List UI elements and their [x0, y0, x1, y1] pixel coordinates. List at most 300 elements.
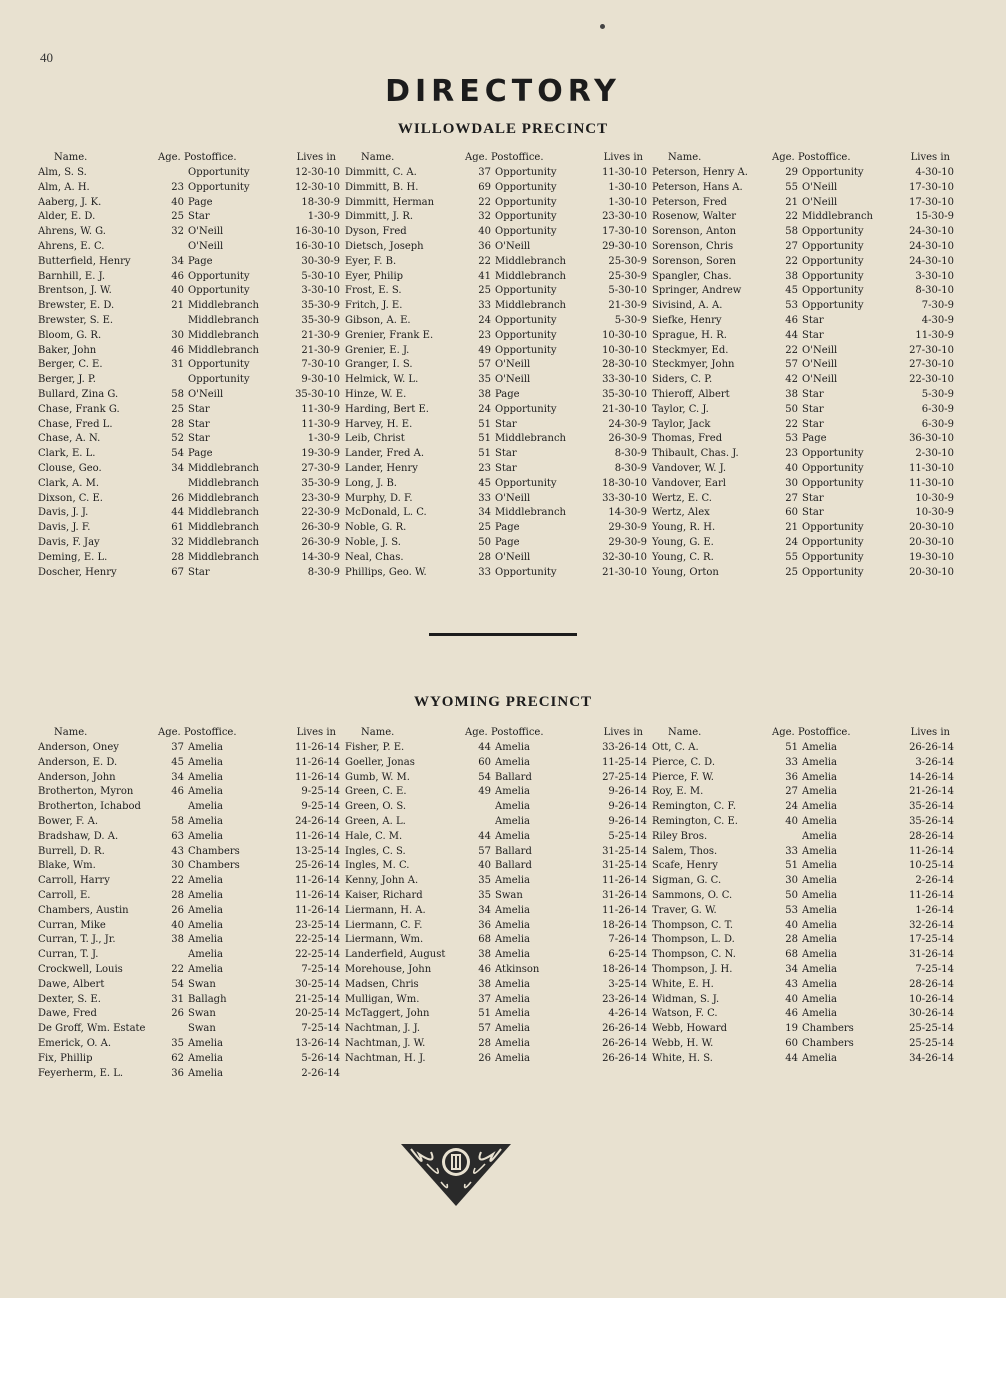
entry-postoffice: Ballagh — [188, 993, 227, 1005]
column-header — [652, 725, 954, 741]
entry-lives-in: 24-26-14 — [295, 815, 340, 827]
entry-lives-in: 35-30-9 — [301, 477, 340, 489]
directory-entry — [38, 284, 340, 299]
directory-entry — [38, 551, 340, 566]
entry-age — [152, 800, 188, 815]
entry-age: 23 — [478, 329, 491, 341]
entry-lives-in: 10-30-10 — [602, 329, 647, 341]
entry-postoffice: Amelia — [802, 875, 837, 887]
column-header — [345, 150, 647, 166]
entry-lives-in: 9-25-14 — [301, 801, 340, 813]
entry-name: Hale, C. M. — [345, 830, 403, 842]
entry-age: 40 — [478, 226, 491, 238]
entry-postoffice: Amelia — [802, 786, 837, 798]
entry-age: 51 — [478, 433, 491, 445]
entry-postoffice: Amelia — [188, 815, 223, 827]
entry-lives-in: 9-30-10 — [301, 374, 340, 386]
entry-name: Brewster, E. D. — [38, 300, 115, 312]
entry-name: Granger, I. S. — [345, 359, 413, 371]
entry-age: 40 — [785, 815, 798, 827]
entry-postoffice: Amelia — [802, 771, 837, 783]
entry-postoffice: Opportunity — [495, 477, 557, 489]
entry-postoffice: Opportunity — [802, 240, 864, 252]
entry-age: 36 — [171, 1067, 184, 1079]
entry-age: 46 — [171, 344, 184, 356]
entry-lives-in: 24-30-9 — [608, 418, 647, 430]
directory-entry — [652, 536, 954, 551]
entry-name: Dimmitt, Herman — [345, 196, 435, 208]
directory-entry — [38, 785, 340, 800]
entry-age: 35 — [478, 374, 491, 386]
directory-entry — [38, 1052, 340, 1067]
entry-age: 45 — [785, 285, 798, 297]
entry-lives-in: 26-26-14 — [909, 742, 954, 753]
entry-age: 44 — [785, 1052, 798, 1064]
entry-lives-in: 24-30-10 — [909, 240, 954, 252]
entry-lives-in: 12-30-10 — [295, 181, 340, 193]
entry-name: Berger, J. P. — [38, 374, 96, 386]
entry-name: Thieroff, Albert — [652, 388, 730, 400]
entry-age: 50 — [785, 403, 798, 415]
entry-age: 28 — [171, 551, 184, 563]
entry-postoffice: Star — [495, 462, 517, 474]
entry-age: 26 — [171, 904, 184, 916]
entry-lives-in: 35-26-14 — [909, 815, 954, 827]
entry-age: 32 — [171, 226, 184, 238]
entry-lives-in: 10-26-14 — [909, 993, 954, 1005]
entry-postoffice: Atkinson — [495, 963, 540, 975]
entry-lives-in: 16-30-10 — [295, 240, 340, 252]
entry-age: 35 — [171, 1037, 184, 1049]
entry-name: Butterfield, Henry — [38, 255, 131, 267]
header-name: Name. — [361, 727, 395, 738]
entry-postoffice: Star — [802, 418, 824, 430]
entry-age: 53 — [785, 300, 798, 312]
entry-postoffice: Opportunity — [495, 403, 557, 415]
entry-name: Young, C. R. — [652, 551, 714, 563]
entry-age: 34 — [171, 771, 184, 783]
entry-lives-in: 36-30-10 — [909, 433, 954, 445]
directory-entry — [652, 314, 954, 329]
directory-entry — [345, 874, 647, 889]
entry-name: Widman, S. J. — [652, 993, 720, 1005]
entry-postoffice: Middlebranch — [495, 300, 566, 312]
entry-age: 44 — [171, 507, 184, 519]
header-postoffice: Postoffice. — [184, 727, 237, 738]
directory-entry — [345, 800, 647, 815]
directory-entry — [38, 181, 340, 196]
entry-age: 52 — [171, 433, 184, 445]
directory-entry — [38, 314, 340, 329]
entry-postoffice: Opportunity — [188, 359, 250, 371]
entry-postoffice: Opportunity — [495, 566, 557, 578]
directory-entry — [38, 845, 340, 860]
directory-entry — [38, 963, 340, 978]
directory-entry — [38, 166, 340, 181]
entry-postoffice: Amelia — [802, 904, 837, 916]
entry-name: Dawe, Fred — [38, 1008, 97, 1020]
entry-lives-in: 18-26-14 — [602, 919, 647, 931]
directory-entry — [38, 358, 340, 373]
entry-name: Remington, C. F. — [652, 801, 737, 813]
entry-name: Clouse, Geo. — [38, 462, 102, 474]
header-age: Age. — [465, 727, 488, 738]
entry-postoffice: Amelia — [188, 1037, 223, 1049]
entry-name: Fisher, P. E. — [345, 742, 405, 753]
entry-name: McDonald, L. C. — [345, 507, 427, 519]
entry-name: Emerick, O. A. — [38, 1037, 112, 1049]
entry-lives-in: 23-30-10 — [602, 211, 647, 223]
entry-lives-in: 7-30-10 — [301, 359, 340, 371]
entry-postoffice: O'Neill — [802, 374, 838, 386]
entry-lives-in: 14-26-14 — [909, 771, 954, 783]
entry-age: 69 — [478, 181, 491, 193]
entry-postoffice: Star — [802, 314, 824, 326]
entry-lives-in: 32-30-10 — [602, 551, 647, 563]
entry-age: 40 — [171, 285, 184, 297]
entry-name: Madsen, Chris — [345, 978, 419, 990]
entry-postoffice: Opportunity — [802, 226, 864, 238]
entry-lives-in: 21-30-9 — [301, 344, 340, 356]
entry-name: Rosenow, Walter — [652, 211, 737, 223]
entry-postoffice: Amelia — [495, 756, 530, 768]
directory-entry — [38, 447, 340, 462]
entry-name: White, E. H. — [652, 978, 714, 990]
entry-postoffice: Middlebranch — [188, 462, 259, 474]
entry-postoffice: Amelia — [495, 830, 530, 842]
entry-postoffice: Middlebranch — [495, 270, 566, 282]
entry-lives-in: 30-25-14 — [295, 978, 340, 990]
entry-lives-in: 20-30-10 — [909, 536, 954, 548]
entry-postoffice: O'Neill — [802, 196, 838, 208]
entry-postoffice: Amelia — [188, 801, 223, 813]
entry-lives-in: 14-30-9 — [608, 507, 647, 519]
entry-age: 25 — [785, 566, 798, 578]
entry-name: Mulligan, Wm. — [345, 993, 420, 1005]
wyoming-column-3 — [652, 725, 954, 1081]
entry-name: Clark, E. L. — [38, 448, 96, 460]
entry-name: Barnhill, E. J. — [38, 270, 105, 282]
entry-lives-in: 22-25-14 — [295, 934, 340, 946]
entry-lives-in: 6-30-9 — [921, 418, 954, 430]
entry-lives-in: 7-25-14 — [915, 963, 954, 975]
directory-entry — [345, 373, 647, 388]
header-lives-in: Lives in — [296, 152, 336, 163]
entry-postoffice: Chambers — [802, 1023, 854, 1035]
entry-postoffice: Opportunity — [802, 462, 864, 474]
entry-name: Carroll, E. — [38, 889, 91, 901]
entry-postoffice: Middlebranch — [188, 477, 259, 489]
entry-name: Dimmitt, C. A. — [345, 167, 417, 178]
column-header — [38, 150, 340, 166]
entry-age — [152, 240, 188, 255]
entry-name: Blake, Wm. — [38, 860, 96, 872]
entry-age: 29 — [785, 167, 798, 178]
entry-postoffice: Page — [188, 255, 213, 267]
directory-entry — [345, 358, 647, 373]
entry-lives-in: 4-30-10 — [915, 167, 954, 178]
entry-lives-in: 34-26-14 — [909, 1052, 954, 1064]
directory-entry — [38, 477, 340, 492]
directory-entry — [38, 536, 340, 551]
entry-lives-in: 3-25-14 — [608, 978, 647, 990]
entry-postoffice: Opportunity — [495, 167, 557, 178]
directory-entry — [38, 948, 340, 963]
entry-name: Ott, C. A. — [652, 742, 699, 753]
entry-name: Dimmitt, J. R. — [345, 211, 414, 223]
entry-name: Brotherton, Ichabod — [38, 801, 141, 813]
directory-entry — [652, 432, 954, 447]
entry-postoffice: O'Neill — [495, 492, 531, 504]
entry-name: Kaiser, Richard — [345, 889, 423, 901]
entry-name: Sorenson, Soren — [652, 255, 736, 267]
entry-name: Bullard, Zina G. — [38, 388, 119, 400]
entry-age: 28 — [478, 1037, 491, 1049]
entry-name: Curran, Mike — [38, 919, 106, 931]
entry-age: 35 — [478, 875, 491, 887]
entry-age: 49 — [478, 786, 491, 798]
directory-entry — [345, 845, 647, 860]
entry-postoffice: Page — [495, 536, 520, 548]
entry-name: Brentson, J. W. — [38, 285, 112, 297]
entry-age: 67 — [171, 566, 184, 578]
entry-age: 34 — [785, 963, 798, 975]
entry-postoffice: Star — [802, 507, 824, 519]
entry-lives-in: 35-26-14 — [909, 801, 954, 813]
entry-lives-in: 11-26-14 — [295, 830, 340, 842]
entry-postoffice: Middlebranch — [188, 314, 259, 326]
entry-postoffice: Amelia — [188, 771, 223, 783]
entry-lives-in: 1-30-10 — [608, 196, 647, 208]
directory-entry — [345, 889, 647, 904]
directory-entry — [345, 418, 647, 433]
entry-lives-in: 11-25-14 — [602, 756, 647, 768]
entry-age: 24 — [785, 801, 798, 813]
entry-name: Crockwell, Louis — [38, 963, 123, 975]
directory-entry — [652, 830, 954, 845]
entry-postoffice: Opportunity — [802, 285, 864, 297]
entry-age: 38 — [478, 949, 491, 961]
entry-lives-in: 25-26-14 — [295, 860, 340, 872]
entry-name: Nachtman, J. J. — [345, 1023, 421, 1035]
header-age: Age. — [158, 152, 181, 163]
entry-age: 21 — [785, 522, 798, 534]
entry-name: Harvey, H. E. — [345, 418, 413, 430]
entry-name: Ahrens, W. G. — [38, 226, 106, 238]
entry-postoffice: Middlebranch — [802, 211, 873, 223]
entry-lives-in: 11-26-14 — [295, 875, 340, 887]
entry-age: 33 — [785, 845, 798, 857]
entry-age: 21 — [171, 300, 184, 312]
entry-age: 22 — [785, 211, 798, 223]
entry-postoffice: Opportunity — [495, 314, 557, 326]
entry-lives-in: 10-30-9 — [915, 507, 954, 519]
entry-postoffice: Amelia — [188, 1067, 223, 1079]
entry-age: 37 — [478, 993, 491, 1005]
entry-name: Dixson, C. E. — [38, 492, 103, 504]
entry-age: 43 — [171, 845, 184, 857]
entry-lives-in: 35-30-10 — [295, 388, 340, 400]
entry-age: 51 — [785, 742, 798, 753]
entry-name: Taylor, Jack — [652, 418, 711, 430]
header-lives-in: Lives in — [603, 727, 643, 738]
entry-postoffice: Amelia — [495, 904, 530, 916]
directory-entry — [38, 993, 340, 1008]
directory-entry — [38, 492, 340, 507]
entry-age: 40 — [785, 993, 798, 1005]
entry-lives-in: 2-26-14 — [301, 1067, 340, 1079]
entry-name: Taylor, C. J. — [652, 403, 709, 415]
entry-postoffice: Middlebranch — [495, 255, 566, 267]
entry-postoffice: Opportunity — [188, 270, 250, 282]
directory-entry — [345, 919, 647, 934]
entry-name: Peterson, Hans A. — [652, 181, 743, 193]
entry-lives-in: 1-26-14 — [915, 904, 954, 916]
entry-name: Frost, E. S. — [345, 285, 402, 297]
directory-entry — [38, 521, 340, 536]
entry-age: 57 — [478, 1023, 491, 1035]
entry-lives-in: 26-26-14 — [602, 1023, 647, 1035]
entry-age: 22 — [785, 344, 798, 356]
entry-age: 28 — [171, 889, 184, 901]
entry-name: Thompson, C. T. — [652, 919, 733, 931]
directory-entry — [38, 225, 340, 240]
entry-name: Wertz, Alex — [652, 507, 710, 519]
entry-age: 25 — [171, 403, 184, 415]
entry-name: Thompson, C. N. — [652, 949, 736, 961]
entry-postoffice: Amelia — [188, 786, 223, 798]
entry-age: 45 — [478, 477, 491, 489]
entry-age: 51 — [478, 1008, 491, 1020]
entry-lives-in: 11-26-14 — [295, 889, 340, 901]
entry-lives-in: 28-26-14 — [909, 830, 954, 842]
entry-age: 30 — [171, 860, 184, 872]
entry-age: 26 — [171, 492, 184, 504]
entry-age: 38 — [171, 934, 184, 946]
entry-name: Liermann, C. F. — [345, 919, 423, 931]
directory-entry — [38, 1037, 340, 1052]
entry-postoffice: Amelia — [802, 993, 837, 1005]
entry-name: Gibson, A. E. — [345, 314, 411, 326]
directory-entry — [652, 771, 954, 786]
willowdale-column-1 — [38, 150, 340, 580]
entry-postoffice: Amelia — [802, 815, 837, 827]
entry-postoffice: Opportunity — [802, 536, 864, 548]
entry-postoffice: Page — [495, 388, 520, 400]
entry-name: Eyer, Philip — [345, 270, 404, 282]
entry-name: Burrell, D. R. — [38, 845, 105, 857]
entry-lives-in: 18-26-14 — [602, 963, 647, 975]
entry-lives-in: 5-30-9 — [921, 388, 954, 400]
entry-postoffice: Amelia — [188, 949, 223, 961]
directory-entry — [345, 477, 647, 492]
directory-entry — [652, 1037, 954, 1052]
entry-age: 40 — [785, 462, 798, 474]
entry-lives-in: 8-30-9 — [614, 462, 647, 474]
entry-name: Alder, E. D. — [38, 211, 96, 223]
entry-postoffice: Opportunity — [495, 285, 557, 297]
entry-lives-in: 21-30-9 — [301, 329, 340, 341]
entry-age: 40 — [785, 919, 798, 931]
entry-name: Fritch, J. E. — [345, 300, 403, 312]
directory-entry — [38, 388, 340, 403]
entry-postoffice: Amelia — [495, 875, 530, 887]
entry-postoffice: Amelia — [495, 1052, 530, 1064]
entry-name: Alm, S. S. — [38, 167, 87, 178]
entry-lives-in: 21-25-14 — [295, 993, 340, 1005]
entry-lives-in: 30-30-9 — [301, 255, 340, 267]
header-postoffice: Postoffice. — [184, 152, 237, 163]
directory-entry — [652, 329, 954, 344]
entry-age: 46 — [171, 270, 184, 282]
entry-lives-in: 21-30-9 — [608, 300, 647, 312]
entry-lives-in: 16-30-10 — [295, 226, 340, 238]
entry-age — [152, 373, 188, 388]
entry-postoffice: Amelia — [495, 978, 530, 990]
directory-entry — [652, 800, 954, 815]
directory-entry — [652, 284, 954, 299]
entry-age: 33 — [785, 756, 798, 768]
entry-postoffice: O'Neill — [495, 551, 531, 563]
entry-lives-in: 23-25-14 — [295, 919, 340, 931]
entry-lives-in: 17-30-10 — [909, 196, 954, 208]
entry-age: 24 — [478, 314, 491, 326]
entry-postoffice: Amelia — [495, 1008, 530, 1020]
entry-age: 38 — [478, 978, 491, 990]
entry-postoffice: O'Neill — [802, 344, 838, 356]
entry-lives-in: 26-30-9 — [301, 536, 340, 548]
entry-name: Pierce, C. D. — [652, 756, 715, 768]
entry-age: 25 — [478, 285, 491, 297]
entry-postoffice: Amelia — [802, 919, 837, 931]
header-name: Name. — [668, 152, 702, 163]
directory-entry — [652, 566, 954, 581]
entry-lives-in: 1-30-9 — [307, 211, 340, 223]
entry-name: Ingles, C. S. — [345, 845, 406, 857]
entry-name: Ingles, M. C. — [345, 860, 410, 872]
entry-postoffice: Amelia — [802, 1052, 837, 1064]
entry-lives-in: 31-26-14 — [602, 889, 647, 901]
entry-postoffice: Page — [188, 196, 213, 208]
entry-lives-in: 22-30-10 — [909, 374, 954, 386]
directory-entry — [38, 329, 340, 344]
entry-name: Doscher, Henry — [38, 566, 117, 578]
entry-postoffice: O'Neill — [188, 226, 224, 238]
entry-name: Alm, A. H. — [38, 181, 90, 193]
entry-age — [152, 314, 188, 329]
entry-age: 46 — [478, 963, 491, 975]
directory-entry — [345, 270, 647, 285]
entry-postoffice: Chambers — [188, 860, 240, 872]
entry-age: 23 — [171, 181, 184, 193]
directory-entry — [38, 418, 340, 433]
entry-age: 46 — [171, 786, 184, 798]
entry-lives-in: 8-30-9 — [307, 566, 340, 578]
entry-age: 21 — [785, 196, 798, 208]
entry-name: Curran, T. J. — [38, 949, 99, 961]
directory-entry — [345, 255, 647, 270]
entry-lives-in: 6-25-14 — [608, 949, 647, 961]
directory-entry — [38, 859, 340, 874]
entry-lives-in: 2-30-10 — [915, 448, 954, 460]
entry-age — [459, 815, 495, 830]
entry-name: Leib, Christ — [345, 433, 405, 445]
entry-lives-in: 15-30-9 — [915, 211, 954, 223]
entry-postoffice: Star — [802, 492, 824, 504]
entry-lives-in: 35-30-9 — [301, 314, 340, 326]
entry-age — [459, 800, 495, 815]
entry-age: 34 — [478, 904, 491, 916]
